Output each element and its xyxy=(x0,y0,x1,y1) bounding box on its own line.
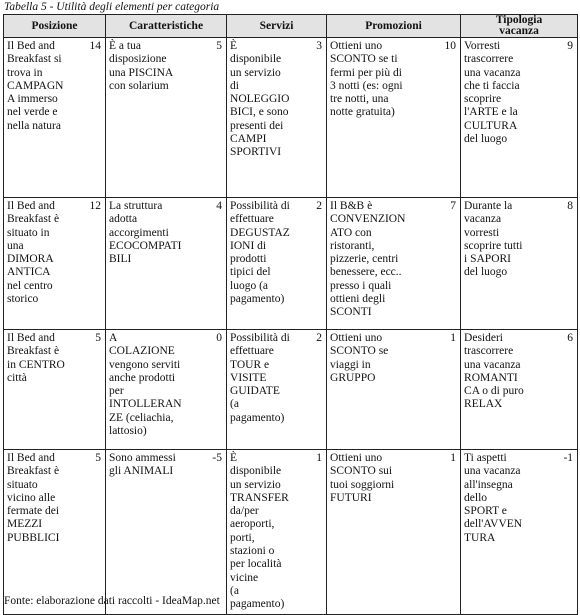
table-row xyxy=(4,38,578,198)
servizi-text-cell: Possibilità di effettuare TOUR e VISITE GUIDATE (a pagamento) xyxy=(227,330,307,450)
tipologia-text-cell: Ti aspetti una vacanza all'insegna dello SPORT e dell'AVVEN TURA xyxy=(461,450,560,615)
table-row xyxy=(4,450,578,615)
posizione-score-cell: 5 xyxy=(84,330,106,450)
tipologia-score-cell: -1 xyxy=(560,450,578,615)
posizione-text-cell: Il Bed and Breakfast è in CENTRO città xyxy=(4,330,84,450)
header-servizi: Servizi xyxy=(227,15,327,38)
tipologia-score-cell: 6 xyxy=(560,330,578,450)
tipologia-text-cell: Desideri trascorrere una vacanza ROMANTI CA o di puro RELAX xyxy=(461,330,560,450)
posizione-text-cell: Il Bed and Breakfast è situato vicino alle fermate dei MEZZI PUBBLICI xyxy=(4,450,84,615)
promozioni-score-cell: 1 xyxy=(431,450,461,615)
servizi-text-cell: Possibilità di effettuare DEGUSTAZ IONI di prodotti tipici del luogo (a pagamento) xyxy=(227,198,307,330)
promozioni-text-cell: Ottieni uno SCONTO se ti fermi per più di 3 notti (es: ogni tre notti, una notte gratuita) xyxy=(327,38,431,198)
servizi-text-cell: È disponibile un servizio di NOLEGGIO BICI, e sono presenti dei CAMPI SPORTIVI xyxy=(227,38,307,198)
posizione-score-cell: 14 xyxy=(84,38,106,198)
caratteristiche-text-cell: La struttura adotta accorgimenti ECOCOMPATI BILI xyxy=(106,198,209,330)
servizi-text-cell: È disponibile un servizio TRANSFER da/per aeroporti, porti, stazioni o per località vicine (a pagamento) xyxy=(227,450,307,615)
header-tipologia-vacanza: Tipologia vacanza xyxy=(461,15,578,38)
servizi-score-cell: 2 xyxy=(307,330,327,450)
posizione-score-cell: 12 xyxy=(84,198,106,330)
table-caption: Tabella 5 - Utilità degli elementi per categoria xyxy=(4,1,220,13)
tipologia-text-cell: Vorresti trascorrere una vacanza che ti faccia scoprire l'ARTE e la CULTURA del luogo xyxy=(461,38,560,198)
tipologia-text-cell: Durante la vacanza vorresti scoprire tutti i SAPORI del luogo xyxy=(461,198,560,330)
header-caratteristiche: Caratteristiche xyxy=(106,15,227,38)
source-note: Fonte: elaborazione dati raccolti - IdeaMap.net xyxy=(4,595,220,607)
caratteristiche-score-cell: 4 xyxy=(209,198,227,330)
promozioni-text-cell: Ottieni uno SCONTO se viaggi in GRUPPO xyxy=(327,330,431,450)
posizione-score-cell: 5 xyxy=(84,450,106,615)
servizi-score-cell: 3 xyxy=(307,38,327,198)
utility-table xyxy=(3,14,578,615)
promozioni-text-cell: Ottieni uno SCONTO sui tuoi soggiorni FUTURI xyxy=(327,450,431,615)
promozioni-score-cell: 1 xyxy=(431,330,461,450)
posizione-text-cell: Il Bed and Breakfast si trova in CAMPAGN A immerso nel verde e nella natura xyxy=(4,38,84,198)
tipologia-score-cell: 8 xyxy=(560,198,578,330)
tipologia-score-cell: 9 xyxy=(560,38,578,198)
caratteristiche-text-cell: A COLAZIONE vengono serviti anche prodotti per INTOLLERAN ZE (celiachia, lattosio) xyxy=(106,330,209,450)
promozioni-score-cell: 10 xyxy=(431,38,461,198)
servizi-score-cell: 1 xyxy=(307,450,327,615)
caratteristiche-text-cell: Sono ammessi gli ANIMALI xyxy=(106,450,209,615)
caratteristiche-score-cell: -5 xyxy=(209,450,227,615)
header-row xyxy=(4,15,578,38)
table-row xyxy=(4,330,578,450)
caratteristiche-score-cell: 0 xyxy=(209,330,227,450)
promozioni-score-cell: 7 xyxy=(431,198,461,330)
header-promozioni: Promozioni xyxy=(327,15,461,38)
caratteristiche-score-cell: 5 xyxy=(209,38,227,198)
header-posizione: Posizione xyxy=(4,15,106,38)
promozioni-text-cell: Il B&B è CONVENZION ATO con ristoranti, pizzerie, centri benessere, ecc.. presso i quali ottieni degli SCONTI xyxy=(327,198,431,330)
caratteristiche-text-cell: È a tua disposizione una PISCINA con solarium xyxy=(106,38,209,198)
servizi-score-cell: 2 xyxy=(307,198,327,330)
table-row xyxy=(4,198,578,330)
posizione-text-cell: Il Bed and Breakfast è situato in una DIMORA ANTICA nel centro storico xyxy=(4,198,84,330)
